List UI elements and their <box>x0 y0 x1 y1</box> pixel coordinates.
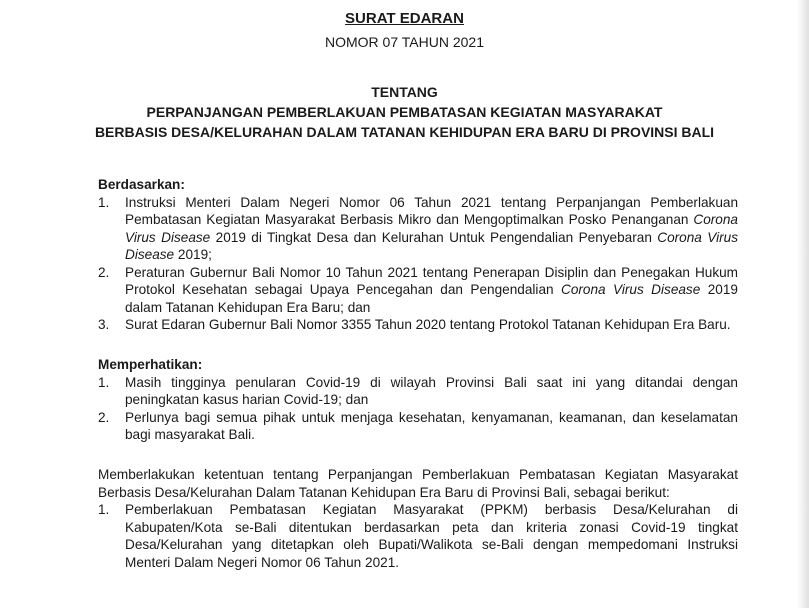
item-text: Surat Edaran Gubernur Bali Nomor 3355 Tahun 2020 tentang Protokol Tatanan Kehidupan Era Baru. <box>125 317 731 332</box>
item-text: Peraturan Gubernur Bali Nomor 10 Tahun 2021 tentang Penerapan Disiplin dan Penegakan Hukum Protokol Kesehatan sebagai Upaya Pencegahan dan Pengendalian Corona Virus Disease 2019 dalam Tatanan Kehidupan Era Baru; dan <box>125 264 738 315</box>
page-edge-shadow <box>797 0 809 608</box>
berdasarkan-section <box>98 176 738 334</box>
document-title: SURAT EDARAN <box>345 10 464 27</box>
list-item <box>98 264 738 317</box>
document-number: NOMOR 07 TAHUN 2021 <box>325 34 484 50</box>
item-number: 1. <box>98 374 110 390</box>
list-item <box>98 194 738 264</box>
memberlakukan-section <box>98 466 738 571</box>
item-number: 3. <box>98 317 110 332</box>
item-number: 1. <box>98 502 110 517</box>
item-number: 2. <box>98 409 110 425</box>
list-item <box>98 374 738 409</box>
item-text: Instruksi Menteri Dalam Negeri Nomor 06 Tahun 2021 tentang Perpanjangan Pemberlakuan Pembatasan Kegiatan Masyarakat Berbasis Mikro dan Mengoptimalkan Posko Penanganan Corona Virus Disease 2019 di Tingkat Desa dan Kelurahan Untuk Pengendalian Penyebaran Corona Virus Disease 2019; <box>125 194 738 262</box>
subject-line-2: BERBASIS DESA/KELURAHAN DALAM TATANAN KEHIDUPAN ERA BARU DI PROVINSI BALI <box>94 124 715 140</box>
item-text: Masih tingginya penularan Covid-19 di wilayah Provinsi Bali saat ini yang ditandai dengan peningkatan kasus harian Covid-19; dan <box>125 374 738 407</box>
list-item <box>98 501 738 571</box>
subject-line-1: PERPANJANGAN PEMBERLAKUAN PEMBATASAN KEGIATAN MASYARAKAT <box>146 104 663 120</box>
item-number: 1. <box>98 194 110 210</box>
berdasarkan-title: Berdasarkan: <box>98 177 185 192</box>
list-item <box>98 409 738 444</box>
item-number: 2. <box>98 264 110 280</box>
memperhatikan-section <box>98 356 738 444</box>
memperhatikan-title: Memperhatikan: <box>98 357 203 372</box>
about-heading: TENTANG <box>371 84 438 100</box>
memberlakukan-intro: Memberlakukan ketentuan tentang Perpanjangan Pemberlakuan Pembatasan Kegiatan Masyarakat Berbasis Desa/Kelurahan Dalam Tatanan Kehidupan Era Baru di Provinsi Bali, sebagai berikut: <box>98 467 738 500</box>
list-item <box>98 316 738 334</box>
item-text: Pemberlakuan Pembatasan Kegiatan Masyarakat (PPKM) berbasis Desa/Kelurahan di Kabupaten/Kota se-Bali ditentukan berdasarkan peta dan kriteria zonasi Covid-19 tingkat Desa/Kelurahan yang ditetapkan oleh Bupati/Walikota se-Bali dengan mempedomani Instruksi Menteri Dalam Negeri Nomor 06 Tahun 2021. <box>125 502 738 570</box>
item-text: Perlunya bagi semua pihak untuk menjaga kesehatan, kenyamanan, keamanan, dan keselamatan bagi masyarakat Bali. <box>125 409 738 442</box>
